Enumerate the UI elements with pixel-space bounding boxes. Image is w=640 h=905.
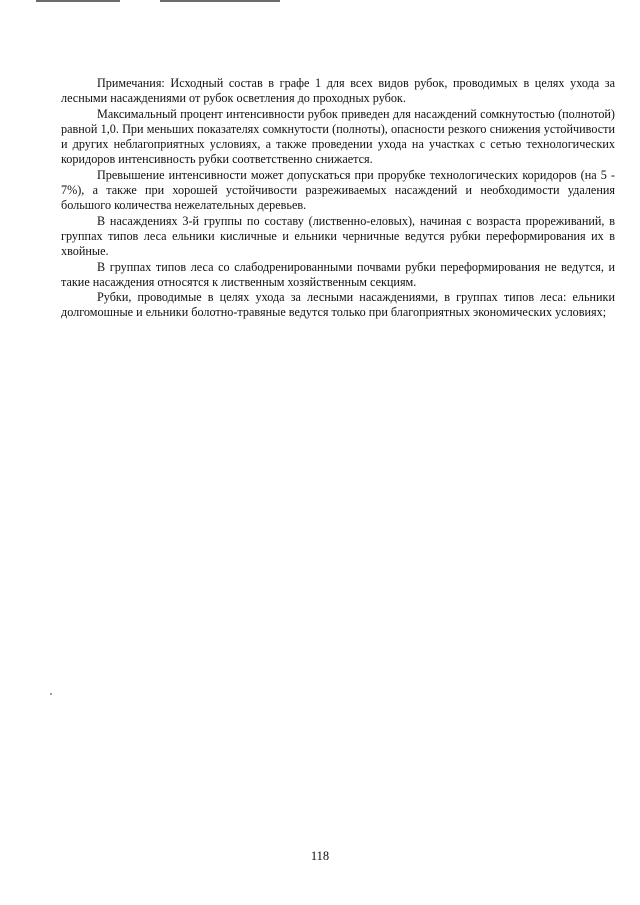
- paragraph-group-3-stands: В насаждениях 3-й группы по составу (лиственно-еловых), начиная с возраста прореживаний, в группах типов леса ельники кисличные и ельники черничные ведутся рубки переформирования их в хвойные.: [61, 213, 615, 259]
- paragraph-care-cuttings: Рубки, проводимые в целях ухода за лесными насаждениями, в группах типов леса: ельники долгомошные и ельники болотно-травяные ведутся только при благоприятных экономических условиях;: [61, 290, 615, 320]
- document-body: [61, 76, 615, 321]
- scan-edge-segment: [160, 0, 280, 2]
- scan-top-edge: [0, 0, 640, 2]
- scan-edge-segment: [36, 0, 120, 2]
- paragraph-max-intensity: Максимальный процент интенсивности рубок приведен для насаждений сомкнутостью (полнотой) равной 1,0. При меньших показателях сомкнутости (полноты), опасности резкого снижения устойчивости и других неблагоприятных условиях, а также проведении ухода на участках с сетью технологических коридоров интенсивность рубки соответственно снижается.: [61, 106, 615, 167]
- scan-speck: [50, 693, 52, 695]
- paragraph-notes: Примечания: Исходный состав в графе 1 для всех видов рубок, проводимых в целях ухода за лесными насаждениями от рубок осветления до проходных рубок.: [61, 76, 615, 106]
- paragraph-poorly-drained-soils: В группах типов леса со слабодренированными почвами рубки переформирования не ведутся, и такие насаждения относятся к лиственным хозяйственным секциям.: [61, 259, 615, 289]
- page-number: 118: [310, 849, 330, 863]
- paragraph-exceeding-intensity: Превышение интенсивности может допускаться при прорубке технологических коридоров (на 5 - 7%), а также при хорошей устойчивости разреживаемых насаждений и необходимости удаления большого количества нежелательных деревьев.: [61, 167, 615, 213]
